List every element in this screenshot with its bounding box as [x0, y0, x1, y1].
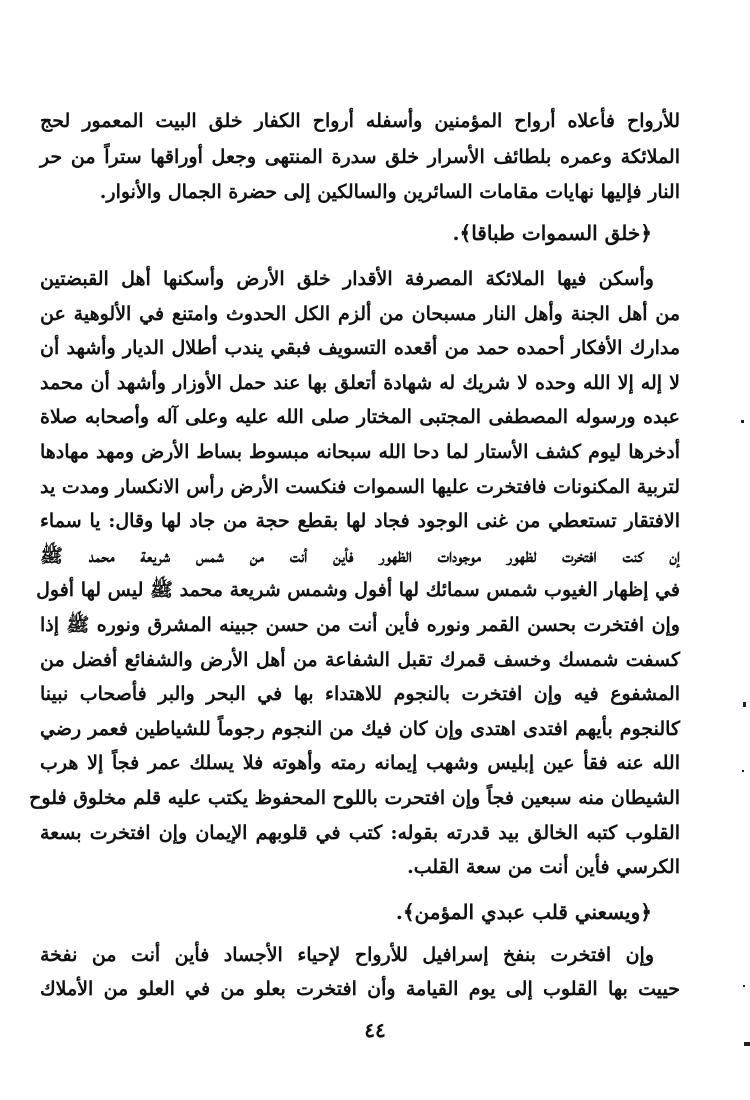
text-line: الشيطان منه سبعين فجاً وإن افتحرت باللوح المحفوظ يكتب عليه قلم مخلوق فلوح [29, 786, 680, 809]
text-line: لتربية المكنونات فافتخرت عليها السموات فنكست الأرض رأس الانكسار ومدت يد [40, 475, 680, 498]
text-line: أدخرها ليوم كشف الأستار لما دحا الله سبحانه مبسوط بساط الأرض ومهد مهادها [40, 440, 680, 463]
text-line: وأسكن فيها الملائكة المصرفة الأقدار خلق الأرض وأسكنها أهل القبضتين [40, 268, 654, 290]
text-line: كسفت شمسك وخسف قمرك تقبل الشفاعة من أهل الأرض والشفائع أفضل من [40, 648, 680, 671]
scan-mark [743, 985, 745, 987]
paragraph-3 [40, 938, 680, 1006]
scan-mark [743, 702, 746, 707]
text-line: كالنجوم بأيهم افتدى اهتدى وإن كان فيك من النجوم رجوماً للشياطين فعمر رضي [40, 717, 680, 740]
scan-mark [744, 1042, 750, 1046]
text-line: لا إله إلا الله وحده لا شريك له شهادة أتعلق بها عند حمل الأوزار وأشهد أن محمد [40, 371, 680, 394]
text-line: للأرواح فأعلاه أرواح المؤمنين وأسفله أرواح الكفار خلق البيت المعمور لحج [40, 110, 680, 132]
text-line: الافتقار تستعطي من غنى الوجود فجاد لها بقطع حجة من جاد لها وقال: يا سماء [40, 510, 680, 533]
section-heading-1: ﴿خلق السموات طباقا﴾. [452, 221, 652, 245]
text-line: القلوب كتبه الخالق بيد قدرته بقوله: كتب في قلوبهم الإيمان وإن افتخرت بسعة [40, 821, 680, 844]
text-line: في إظهار الغيوب شمس سمائك لها أفول وشمس شريعة محمد ﷺ ليس لها أفول [36, 579, 680, 602]
text-line: إن كنت افتخرت لظهور موجودات الظهور فأين أنت من شمس شريعة محمد ﷺ [40, 544, 680, 567]
text-line: عبده ورسوله المصطفى المجتبى المختار صلى الله عليه وعلى آله وأصحابه صلاة [40, 406, 680, 429]
page-number: ٤٤ [364, 1018, 386, 1042]
text-line: وإن افتخرت بحسن القمر ونوره فأين أنت من حسن جبينه المشرق ونوره ﷺ إذا [40, 613, 680, 636]
paragraph-1 [40, 104, 680, 211]
scan-mark [742, 770, 744, 772]
text-line: الكرسي فأين أنت من سعة القلب. [407, 856, 680, 879]
text-line: النار فإليها نهايات مقامات السائرين والسالكين إلى حضرة الجمال والأنوار. [99, 181, 680, 203]
text-line: وإن افتخرت بنفخ إسرافيل للأرواح لإحياء الأجساد فأين أنت من نفخة [40, 944, 654, 966]
text-line: الملائكة وعمره بلطائف الأسرار خلق سدرة المنتهى وجعل أوراقها ستراً من حر [40, 145, 680, 168]
text-line: حييت بها القلوب إلى يوم القيامة وأن افتخرت بعلو من في العلو من الأملاك [40, 978, 680, 1000]
paragraph-2 [29, 262, 680, 885]
text-line: مدارك الأفكار أحمده حمد من أقعده التسويف فبقي يندب أطلال الديار وأشهد أن [40, 337, 680, 360]
scan-mark [741, 420, 744, 423]
text-line: المشفوع فيه وإن افتخرت بالنجوم للاهتداء بها في البحر والبر فأصحاب نبينا [40, 683, 680, 706]
section-heading-2: ﴿ويسعني قلب عبدي المؤمن﴾. [395, 900, 652, 924]
text-line: من أهل الجنة وأهل النار مسبحان من ألزم الكل الحدوث وامتنع في الألوهية عن [40, 302, 680, 325]
text-line: الله عنه فقأ عين إبليس وشهب إيمانه رمته وأهوته فلا يسلك عمر فجاً إلا هرب [40, 752, 680, 775]
